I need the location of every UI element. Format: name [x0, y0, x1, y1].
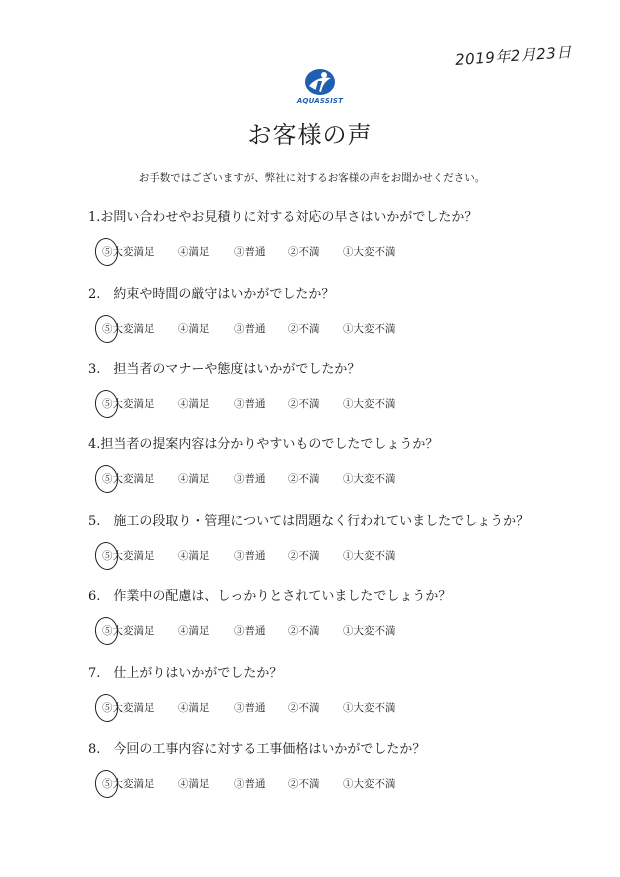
answer-option[interactable]: ③普通	[234, 625, 266, 637]
selected-answer-circle	[93, 769, 120, 800]
answer-option[interactable]: ②不満	[288, 473, 320, 485]
answer-option[interactable]: ③普通	[234, 473, 266, 485]
answer-option[interactable]: ④満足	[178, 323, 210, 335]
answer-option[interactable]: ②不満	[288, 778, 320, 790]
selected-answer-circle	[93, 237, 120, 268]
answer-option[interactable]: ⑤大変満足	[102, 473, 155, 485]
answer-option[interactable]: ①大変不満	[343, 778, 396, 790]
answer-option[interactable]: ⑤大変満足	[102, 246, 155, 258]
answer-option[interactable]: ④満足	[178, 398, 210, 410]
answer-option[interactable]: ①大変不満	[343, 550, 396, 562]
selected-answer-circle	[93, 389, 120, 420]
answer-option[interactable]: ④満足	[178, 473, 210, 485]
answer-option[interactable]: ③普通	[234, 246, 266, 258]
answer-option[interactable]: ①大変不満	[343, 473, 396, 485]
answer-option[interactable]: ①大変不満	[343, 702, 396, 714]
question-7: 7. 仕上がりはいかがでしたか？	[88, 666, 283, 681]
logo-mark-icon	[303, 68, 337, 96]
answer-option[interactable]: ②不満	[288, 625, 320, 637]
answer-option[interactable]: ②不満	[288, 323, 320, 335]
question-1: 1.お問い合わせやお見積りに対する対応の早さはいかがでしたか？	[88, 210, 478, 225]
answer-option[interactable]: ⑤大変満足	[102, 323, 155, 335]
answer-option[interactable]: ⑤大変満足	[102, 625, 155, 637]
question-5: 5. 施工の段取り・管理については問題なく行われていましたでしょうか？	[88, 514, 530, 529]
answer-option[interactable]: ⑤大変満足	[102, 702, 155, 714]
answer-option[interactable]: ⑤大変満足	[102, 778, 155, 790]
question-2: 2. 約束や時間の厳守はいかがでしたか？	[88, 287, 335, 302]
answer-option[interactable]: ②不満	[288, 398, 320, 410]
handwritten-date: 2019年2月23日	[454, 42, 573, 70]
answer-option[interactable]: ②不満	[288, 246, 320, 258]
question-8: 8. 今回の工事内容に対する工事価格はいかがでしたか？	[88, 742, 426, 757]
answer-option[interactable]: ④満足	[178, 702, 210, 714]
answer-option[interactable]: ①大変不満	[343, 625, 396, 637]
page-title: お客様の声	[247, 121, 373, 149]
logo-wordmark: AQUASSIST	[296, 97, 344, 105]
answer-option[interactable]: ③普通	[234, 398, 266, 410]
selected-answer-circle	[93, 541, 120, 572]
answer-option[interactable]: ①大変不満	[343, 323, 396, 335]
answer-option[interactable]: ④満足	[178, 778, 210, 790]
answer-option[interactable]: ⑤大変満足	[102, 550, 155, 562]
answer-option[interactable]: ④満足	[178, 246, 210, 258]
question-3: 3. 担当者のマナーや態度はいかがでしたか？	[88, 362, 361, 377]
selected-answer-circle	[93, 464, 120, 495]
answer-option[interactable]: ⑤大変満足	[102, 398, 155, 410]
answer-option[interactable]: ④満足	[178, 550, 210, 562]
question-6: 6. 作業中の配慮は、しっかりとされていましたでしょうか？	[88, 589, 452, 604]
answer-option[interactable]: ③普通	[234, 550, 266, 562]
selected-answer-circle	[93, 314, 120, 345]
answer-option[interactable]: ②不満	[288, 702, 320, 714]
selected-answer-circle	[93, 693, 120, 724]
answer-option[interactable]: ③普通	[234, 702, 266, 714]
answer-option[interactable]: ①大変不満	[343, 246, 396, 258]
aquassist-logo	[290, 68, 350, 108]
answer-option[interactable]: ④満足	[178, 625, 210, 637]
answer-option[interactable]: ③普通	[234, 323, 266, 335]
intro-text: お手数ではございますが、弊社に対するお客様の声をお聞かせください。	[138, 172, 486, 184]
answer-option[interactable]: ③普通	[234, 778, 266, 790]
answer-option[interactable]: ①大変不満	[343, 398, 396, 410]
answer-option[interactable]: ②不満	[288, 550, 320, 562]
question-4: 4.担当者の提案内容は分かりやすいものでしたでしょうか？	[88, 437, 439, 452]
selected-answer-circle	[93, 616, 120, 647]
